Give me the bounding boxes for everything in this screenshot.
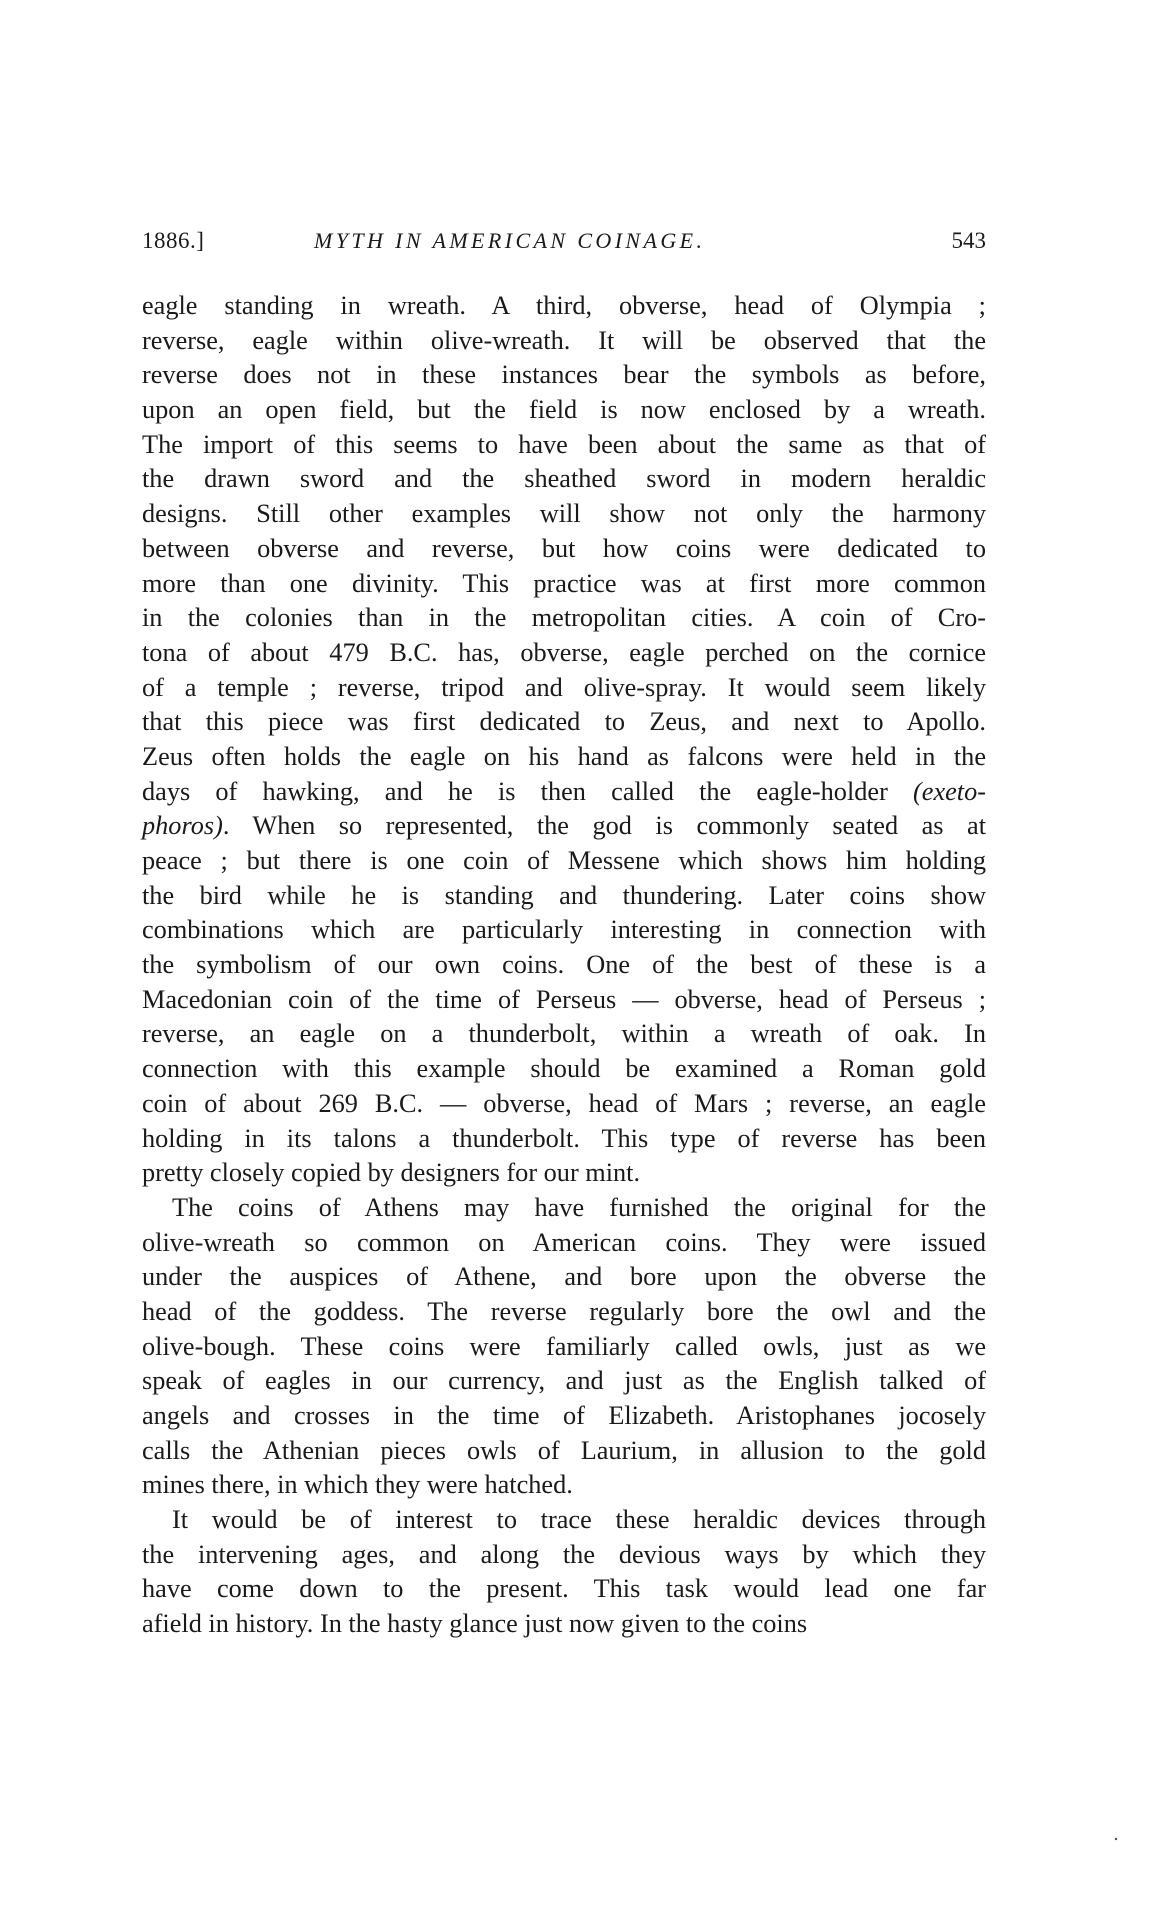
scan-speck-mark <box>1115 1838 1118 1841</box>
text-line: designs. Still other examples will show not only the harmony <box>142 499 986 529</box>
body-text <box>142 289 986 1642</box>
text-line: speak of eagles in our currency, and just as the English talked of <box>142 1366 986 1396</box>
text-line: in the colonies than in the metropolitan cities. A coin of Cro- <box>142 603 986 633</box>
header-year: 1886.] <box>142 228 205 253</box>
paragraph <box>142 1191 986 1503</box>
text-line: olive-bough. These coins were familiarly called owls, just as we <box>142 1331 986 1361</box>
text-line: days of hawking, and he is then called the eagle-holder (exeto- <box>142 776 986 806</box>
text-line: under the auspices of Athene, and bore upon the obverse the <box>142 1262 986 1292</box>
page-header <box>142 226 986 256</box>
text-line: tona of about 479 B.C. has, obverse, eagle perched on the cornice <box>142 637 986 667</box>
text-line: head of the goddess. The reverse regularly bore the owl and the <box>142 1296 986 1326</box>
text-line: It would be of interest to trace these heraldic devices through <box>172 1505 986 1535</box>
text-line: between obverse and reverse, but how coins were dedicated to <box>142 533 986 563</box>
text-line: the drawn sword and the sheathed sword in modern heraldic <box>142 464 986 494</box>
text-line: olive-wreath so common on American coins. They were issued <box>142 1227 986 1257</box>
page-number: 543 <box>951 228 986 253</box>
text-line: eagle standing in wreath. A third, obverse, head of Olympia ; <box>142 291 986 320</box>
text-line: more than one divinity. This practice was at first more common <box>142 568 986 598</box>
text-line: the intervening ages, and along the devious ways by which they <box>142 1539 986 1569</box>
text-line: upon an open field, but the field is now enclosed by a wreath. <box>142 395 986 425</box>
text-line: reverse, eagle within olive-wreath. It will be observed that the <box>142 325 986 355</box>
text-line: peace ; but there is one coin of Messene which shows him holding <box>142 846 986 875</box>
text-line: Zeus often holds the eagle on his hand as falcons were held in the <box>142 741 986 771</box>
text-line: reverse does not in these instances bear the symbols as before, <box>142 360 986 390</box>
paragraph <box>142 1503 986 1642</box>
text-line: reverse, an eagle on a thunderbolt, within a wreath of oak. In <box>142 1019 986 1049</box>
text-line: the bird while he is standing and thundering. Later coins show <box>142 880 986 910</box>
text-line: The import of this seems to have been about the same as that of <box>142 429 986 459</box>
text-line: holding in its talons a thunderbolt. This type of reverse has been <box>142 1123 986 1153</box>
paragraph <box>142 289 986 1191</box>
text-line: connection with this example should be examined a Roman gold <box>142 1054 986 1084</box>
text-line: phoros). When so represented, the god is commonly seated as at <box>142 811 986 841</box>
italic-term: phoros) <box>142 811 223 841</box>
text-line: have come down to the present. This task would lead one far <box>142 1574 986 1604</box>
text-line: Macedonian coin of the time of Perseus — obverse, head of Perseus ; <box>142 984 986 1014</box>
italic-term: (exeto- <box>913 776 986 806</box>
text-line: The coins of Athens may have furnished the original for the <box>172 1192 986 1222</box>
text-line: afield in history. In the hasty glance just now given to the coins <box>142 1609 808 1639</box>
text-line: mines there, in which they were hatched. <box>142 1470 573 1500</box>
text-line: of a temple ; reverse, tripod and olive-spray. It would seem likely <box>142 672 986 702</box>
text-line: pretty closely copied by designers for our mint. <box>142 1158 641 1188</box>
text-line: calls the Athenian pieces owls of Laurium, in allusion to the gold <box>142 1435 986 1465</box>
text-line: combinations which are particularly interesting in connection with <box>142 915 986 945</box>
text-line: the symbolism of our own coins. One of the best of these is a <box>142 950 986 980</box>
text-line: angels and crosses in the time of Elizabeth. Aristophanes jocosely <box>142 1401 986 1430</box>
text-line: that this piece was first dedicated to Zeus, and next to Apollo. <box>142 707 986 737</box>
text-line: coin of about 269 B.C. — obverse, head of Mars ; reverse, an eagle <box>142 1088 986 1118</box>
running-title: MYTH IN AMERICAN COINAGE. <box>314 228 706 253</box>
